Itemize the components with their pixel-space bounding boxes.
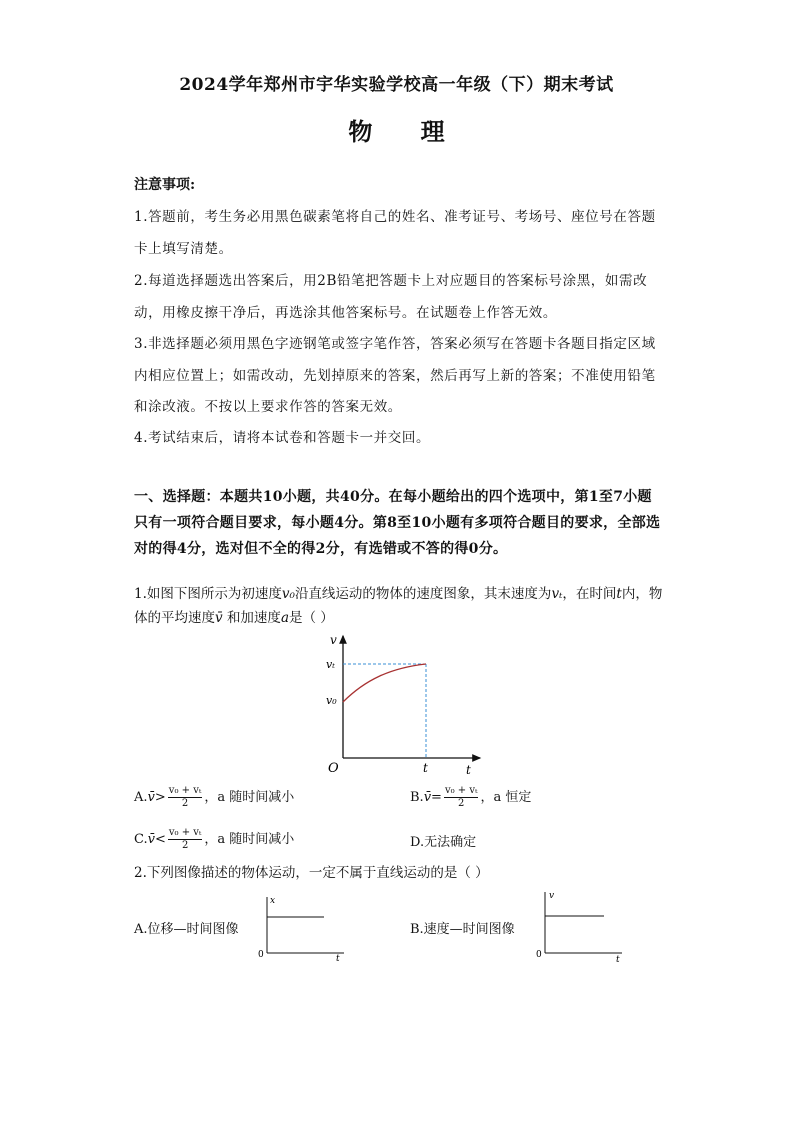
subject-title: 物 理 xyxy=(348,117,465,146)
q1-graph-v0-label: v₀ xyxy=(326,694,337,707)
q1-stem-d: 内，物体的平均速度 xyxy=(134,586,663,626)
q1-stem-c: ，在时间 xyxy=(562,586,617,602)
q1-option-a-vbar: v̄ xyxy=(147,790,155,805)
q1-option-b-rel: = xyxy=(431,790,442,805)
q1-option-c-rel: < xyxy=(154,832,166,847)
q2-option-a-label[interactable]: A.位移—时间图像 xyxy=(134,922,239,937)
note-item-4: 4.考试结束后，请将本试卷和答题卡一并交回。 xyxy=(134,430,431,446)
exam-title: 2024学年郑州市宇华实验学校高一年级（下）期末考试 xyxy=(179,75,614,95)
note-item-3: 3.非选择题必须用黑色字迹钢笔或签字笔作答，答案必须写在答题卡各题目指定区域内相应位置上；如需改动，先划掉原来的答案，然后再写上新的答案；不准使用铅笔和涂改液。不按以上要求作答的答案无效。 xyxy=(134,336,656,415)
q1-option-b-frac-den: 2 xyxy=(458,798,465,809)
q1-option-a-tail: ，a 随时间减小 xyxy=(204,790,295,805)
question-1-stem xyxy=(134,582,674,630)
q1-velocity-graph xyxy=(320,630,490,778)
q1-option-a-fraction xyxy=(168,785,203,810)
q1-graph-origin-label: O xyxy=(328,761,339,776)
q1-option-d-letter: D. xyxy=(410,835,425,850)
q1-stem-b: 沿直线运动的物体的速度图象，其末速度为 xyxy=(294,586,552,602)
q1-option-c-tail: ，a 随时间减小 xyxy=(204,832,295,847)
q1-t: t xyxy=(616,586,622,602)
q2-option-b-graph xyxy=(530,888,630,963)
q1-graph-t-tick-label: t xyxy=(423,761,428,775)
q1-stem-e: 和加速度 xyxy=(226,610,281,626)
q1-a: a xyxy=(280,610,289,626)
q1-option-a-letter: A. xyxy=(134,790,148,805)
q1-option-b-frac-num: v₀ + vₜ xyxy=(444,785,478,796)
q1-option-a-frac-num: v₀ + vₜ xyxy=(168,785,202,796)
q1-graph-v-label: v xyxy=(330,633,337,647)
q1-option-c-frac-den: 2 xyxy=(181,840,189,851)
q1-option-d[interactable] xyxy=(410,831,670,855)
q2-b-origin: 0 xyxy=(536,950,542,960)
q2-option-b-label[interactable]: B.速度—时间图像 xyxy=(410,922,515,937)
q1-option-b-letter: B. xyxy=(410,790,424,805)
q1-option-c-frac-num: v₀ + vₜ xyxy=(168,827,202,838)
q1-graph-t-axis-label: t xyxy=(466,763,471,777)
q1-stem-a: 1.如图下图所示为初速度 xyxy=(134,586,282,602)
q2-b-y-label: v xyxy=(549,891,555,901)
q1-option-c-letter: C. xyxy=(134,832,148,847)
notes-heading: 注意事项: xyxy=(134,177,196,193)
note-item-1: 1.答题前，考生务必用黑色碳素笔将自己的姓名、准考证号、考场号、座位号在答题卡上填写清楚。 xyxy=(134,209,656,257)
q1-option-b-fraction xyxy=(444,785,479,810)
q1-graph-vt-label: vₜ xyxy=(326,658,335,671)
q1-option-c-fraction xyxy=(168,827,203,852)
q1-velocity-curve xyxy=(343,664,426,702)
q1-option-a-frac-den: 2 xyxy=(181,798,189,809)
q2-option-a-graph xyxy=(252,893,352,963)
q1-vt: vₜ xyxy=(551,586,563,602)
q1-option-a-rel: > xyxy=(154,790,166,805)
q2-a-x-label: t xyxy=(336,954,340,963)
q1-option-d-text: 无法确定 xyxy=(424,835,477,850)
q2-a-origin: 0 xyxy=(258,950,264,960)
q2-a-y-label: x xyxy=(270,896,276,906)
q1-option-b-vbar: v̄ xyxy=(423,790,432,805)
q1-option-b[interactable] xyxy=(410,785,670,810)
q2-b-x-label: t xyxy=(616,955,620,963)
q1-option-b-tail: ，a 恒定 xyxy=(480,790,532,805)
q1-option-c-vbar: v̄ xyxy=(147,832,155,847)
section-1-heading: 一、选择题：本题共10小题，共40分。在每小题给出的四个选项中，第1至7小题只有一项符合题目要求，每小题4分。第8至10小题有多项符合题目的要求，全部选对的得4分，选对但不全的得2分，有选错或不答的得0分。 xyxy=(134,489,661,557)
q1-v0: v₀ xyxy=(281,586,295,602)
note-item-2: 2.每道选择题选出答案后，用2B铅笔把答题卡上对应题目的答案标号涂黑，如需改动，用橡皮擦干净后，再选涂其他答案标号。在试题卷上作答无效。 xyxy=(134,273,648,321)
question-2-stem: 2.下列图像描述的物体运动，一定不属于直线运动的是（ ） xyxy=(134,865,489,881)
q1-vbar: v̄ xyxy=(215,610,223,626)
q1-stem-f: 是（ ） xyxy=(289,610,334,626)
